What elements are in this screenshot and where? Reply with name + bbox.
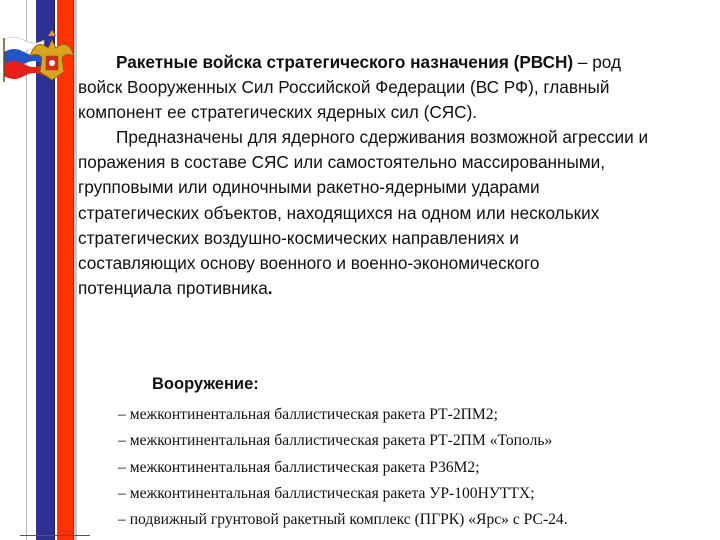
paragraph2-line4: стратегических объектов, находящихся на одном или нескольких: [78, 202, 600, 223]
paragraph2-line5: стратегических воздушно-космических направлениях и: [78, 227, 519, 248]
armament-item: – межконтинентальная баллистическая ракета Р36М2;: [118, 458, 480, 476]
armament-item: – межконтинентальная баллистическая ракета РТ-2ПМ «Тополь»: [118, 432, 553, 450]
paragraph2-line1: Предназначены для ядерного сдерживания возможной агрессии и: [116, 127, 649, 148]
main-text: [78, 50, 720, 301]
rvsn-term: Ракетные войска стратегического назначения (РВСН): [116, 52, 574, 72]
bottom-rule: [20, 535, 90, 536]
russian-flag-icon: [4, 37, 44, 82]
armament-item: – межконтинентальная баллистическая ракета УР-100НУТТХ;: [118, 484, 535, 502]
paragraph1-line3: компонент ее стратегических ядерных сил (СЯС).: [78, 102, 478, 123]
paragraph2-line3: групповыми или одиночными ракетно-ядерными ударами: [78, 177, 540, 198]
armament-item: – межконтинентальная баллистическая ракета РТ-2ПМ2;: [118, 406, 498, 423]
paragraph1-line2: войск Вооруженных Сил Российской Федерации (ВС РФ), главный: [78, 77, 610, 98]
paragraph2-last-text: потенциала противника: [78, 277, 268, 298]
paragraph2-last-dot: .: [267, 277, 273, 298]
armament-title: Вооружение:: [152, 375, 259, 393]
armament-item: – подвижный грунтовой ракетный комплекс (ПГРК) «Ярс» с РС-24.: [118, 511, 568, 529]
paragraph1-line1: [78, 50, 720, 75]
paragraph2-line6: составляющих основу военного и военно-экономического: [78, 252, 540, 273]
paragraph2-line2: поражения в составе СЯС или самостоятельно массированными,: [78, 152, 606, 173]
paragraph1-line1-rest: – род: [573, 52, 622, 72]
paragraph2-line7: [78, 276, 720, 301]
armament-list: [118, 402, 568, 533]
